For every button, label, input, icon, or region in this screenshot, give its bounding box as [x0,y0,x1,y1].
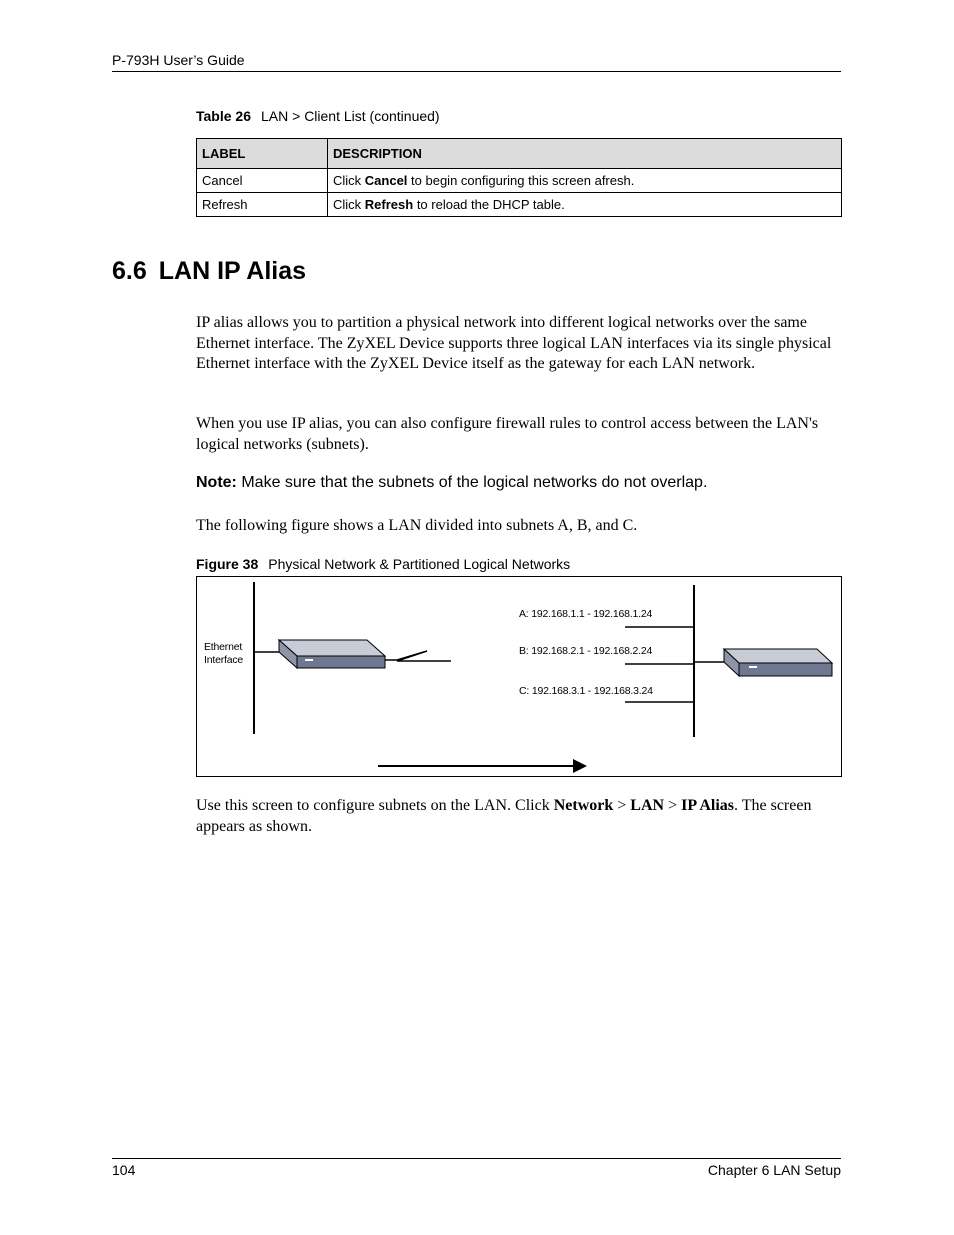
section-number: 6.6 [112,257,147,285]
table-header-row [197,139,842,169]
closing-separator: > [664,797,682,814]
menu-ip-alias: IP Alias [681,797,734,814]
paragraph-ip-alias-intro: IP alias allows you to partition a physical network into different logical networks over the same Ethernet interface. The ZyXEL Device supports three logical LAN interfaces via its single physical Ethernet interface with the ZyXEL Device itself as the gateway for each LAN network. [196,314,832,372]
note [196,474,707,492]
paragraph-figure-intro: The following figure shows a LAN divided into subnets A, B, and C. [196,517,638,534]
closing-text: . The screen appears as shown. [196,797,812,835]
menu-network: Network [553,797,614,814]
paragraph-closing [196,796,844,837]
router-device-right [724,649,832,676]
arrow-head-icon [573,759,587,773]
table-caption-text: LAN > Client List (continued) [261,108,440,124]
closing-separator: > [613,797,631,814]
desc-bold: Cancel [364,173,408,188]
interface-label: Interface [204,654,244,666]
desc-text: Click [333,197,365,212]
subnet-a-label: A: 192.168.1.1 - 192.168.1.24 [519,608,653,620]
ethernet-label: Ethernet [204,641,243,653]
row-label: Cancel [197,169,328,193]
figure-caption-text: Physical Network & Partitioned Logical Networks [268,556,571,572]
running-header: P-793H User’s Guide [112,52,245,68]
row-label: Refresh [197,193,328,217]
column-header-description: DESCRIPTION [328,139,842,169]
network-diagram-drawing [197,577,841,776]
note-text: Make sure that the subnets of the logical networks do not overlap. [236,474,708,491]
table-caption [196,108,440,124]
desc-text: Click [333,173,365,188]
row-description [328,169,842,193]
desc-text: to reload the DHCP table. [413,197,565,212]
menu-lan: LAN [630,797,665,814]
client-list-table [196,138,842,217]
table-caption-label: Table 26 [196,108,251,124]
page-number: 104 [112,1162,136,1178]
paragraph-firewall: When you use IP alias, you can also configure firewall rules to control access between the LAN's logical networks (subnets). [196,415,819,453]
figure-caption-label: Figure 38 [196,556,259,572]
logical-link-zigzag [385,651,451,661]
note-label: Note: [196,474,237,491]
subnet-c-label: C: 192.168.3.1 - 192.168.3.24 [519,685,653,697]
section-heading [112,257,306,286]
section-title: LAN IP Alias [158,257,307,285]
chapter-footer: Chapter 6 LAN Setup [707,1162,841,1178]
router-device-left [279,640,385,668]
desc-bold: Refresh [364,197,414,212]
figure-caption [196,556,570,572]
footer-rule [112,1158,841,1159]
closing-text: Use this screen to configure subnets on the LAN. Click [196,797,554,814]
header-rule [112,71,841,72]
column-header-label: LABEL [197,139,328,169]
desc-text: to begin configuring this screen afresh. [407,173,635,188]
network-diagram [196,576,842,777]
row-description [328,193,842,217]
table-row [197,193,842,217]
table-row [197,169,842,193]
subnet-b-label: B: 192.168.2.1 - 192.168.2.24 [519,645,653,657]
